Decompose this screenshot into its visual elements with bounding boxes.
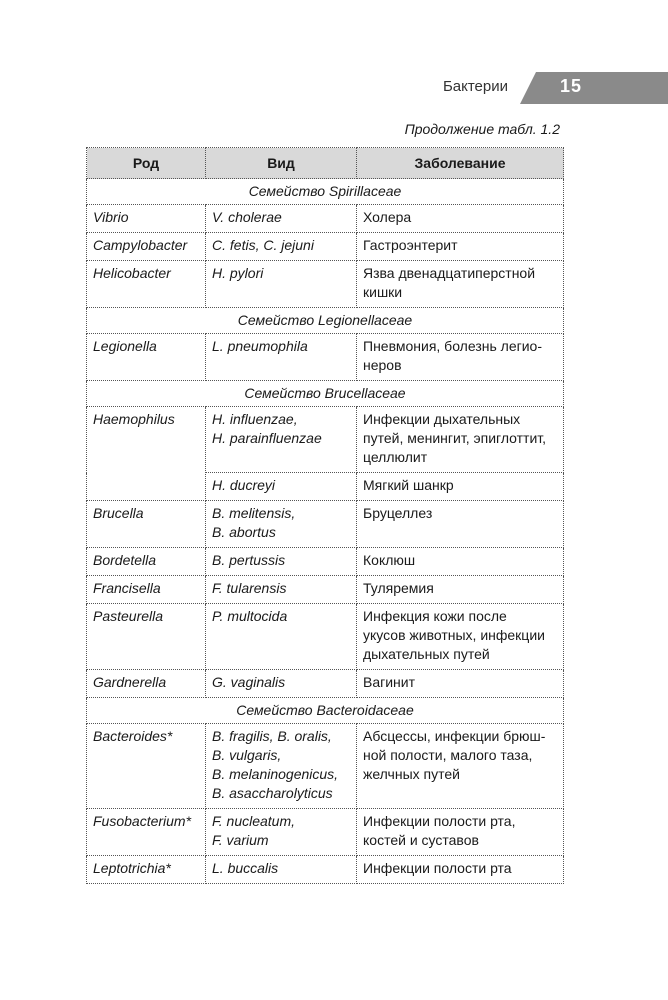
column-header-species: Вид bbox=[206, 148, 357, 179]
species-cell: B. pertussis bbox=[206, 548, 357, 576]
disease-cell: Мягкий шанкр bbox=[357, 473, 564, 501]
disease-cell: Холера bbox=[357, 205, 564, 233]
species-cell: H. pylori bbox=[206, 261, 357, 308]
table-row bbox=[87, 501, 564, 548]
disease-cell: Язва двенадцатиперстной кишки bbox=[357, 261, 564, 308]
family-row: Семейство Spirillaceae bbox=[87, 179, 564, 205]
table-header-row bbox=[87, 148, 564, 179]
genus-cell: Bacteroides* bbox=[87, 724, 206, 809]
genus-cell: Gardnerella bbox=[87, 670, 206, 698]
column-header-disease: Заболевание bbox=[357, 148, 564, 179]
table-row bbox=[87, 334, 564, 381]
disease-cell: Бруцеллез bbox=[357, 501, 564, 548]
table-row bbox=[87, 724, 564, 809]
disease-cell: Инфекция кожи после укусов животных, инфекции дыхательных путей bbox=[357, 604, 564, 670]
species-cell: B. melitensis, B. abortus bbox=[206, 501, 357, 548]
running-title: Бактерии bbox=[442, 78, 508, 95]
disease-cell: Абсцессы, инфекции брюш- ной полости, малого таза, желчных путей bbox=[357, 724, 564, 809]
running-header bbox=[0, 72, 668, 104]
species-cell: G. vaginalis bbox=[206, 670, 357, 698]
table-row bbox=[87, 604, 564, 670]
genus-cell: Pasteurella bbox=[87, 604, 206, 670]
genus-cell: Fusobacterium* bbox=[87, 809, 206, 856]
family-row: Семейство Brucellaceae bbox=[87, 381, 564, 407]
species-cell: H. ducreyi bbox=[206, 473, 357, 501]
species-cell: F. nucleatum, F. varium bbox=[206, 809, 357, 856]
disease-cell: Инфекции полости рта bbox=[357, 856, 564, 884]
genus-cell: Haemophilus bbox=[87, 407, 206, 501]
disease-cell: Коклюш bbox=[357, 548, 564, 576]
genus-cell: Brucella bbox=[87, 501, 206, 548]
bacteria-table bbox=[86, 147, 564, 884]
species-cell: B. fragilis, B. oralis, B. vulgaris, B. melaninogenicus, B. asaccharolyticus bbox=[206, 724, 357, 809]
disease-cell: Инфекции полости рта, костей и суставов bbox=[357, 809, 564, 856]
genus-cell: Helicobacter bbox=[87, 261, 206, 308]
table-row bbox=[87, 233, 564, 261]
genus-cell: Vibrio bbox=[87, 205, 206, 233]
table-row bbox=[87, 205, 564, 233]
species-cell: H. influenzae, H. parainfluenzae bbox=[206, 407, 357, 473]
species-cell: L. pneumophila bbox=[206, 334, 357, 381]
family-row: Семейство Legionellaceae bbox=[87, 308, 564, 334]
species-cell: F. tularensis bbox=[206, 576, 357, 604]
disease-cell: Гастроэнтерит bbox=[357, 233, 564, 261]
table-row bbox=[87, 856, 564, 884]
genus-cell: Campylobacter bbox=[87, 233, 206, 261]
genus-cell: Leptotrichia* bbox=[87, 856, 206, 884]
species-cell: P. multocida bbox=[206, 604, 357, 670]
table-row bbox=[87, 670, 564, 698]
page-number: 15 bbox=[560, 76, 583, 96]
table-row bbox=[87, 407, 564, 473]
disease-cell: Вагинит bbox=[357, 670, 564, 698]
table-row bbox=[87, 576, 564, 604]
genus-cell: Legionella bbox=[87, 334, 206, 381]
table-row bbox=[87, 261, 564, 308]
genus-cell: Bordetella bbox=[87, 548, 206, 576]
disease-cell: Туляремия bbox=[357, 576, 564, 604]
table-caption: Продолжение табл. 1.2 bbox=[404, 121, 560, 137]
family-row: Семейство Bacteroidaceae bbox=[87, 698, 564, 724]
column-header-genus: Род bbox=[87, 148, 206, 179]
disease-cell: Инфекции дыхательных путей, менингит, эпиглоттит, целлюлит bbox=[357, 407, 564, 473]
table-row bbox=[87, 809, 564, 856]
table-row bbox=[87, 548, 564, 576]
disease-cell: Пневмония, болезнь легио- неров bbox=[357, 334, 564, 381]
genus-cell: Francisella bbox=[87, 576, 206, 604]
page-number-tab bbox=[520, 72, 668, 104]
species-cell: V. cholerae bbox=[206, 205, 357, 233]
species-cell: C. fetis, C. jejuni bbox=[206, 233, 357, 261]
species-cell: L. buccalis bbox=[206, 856, 357, 884]
